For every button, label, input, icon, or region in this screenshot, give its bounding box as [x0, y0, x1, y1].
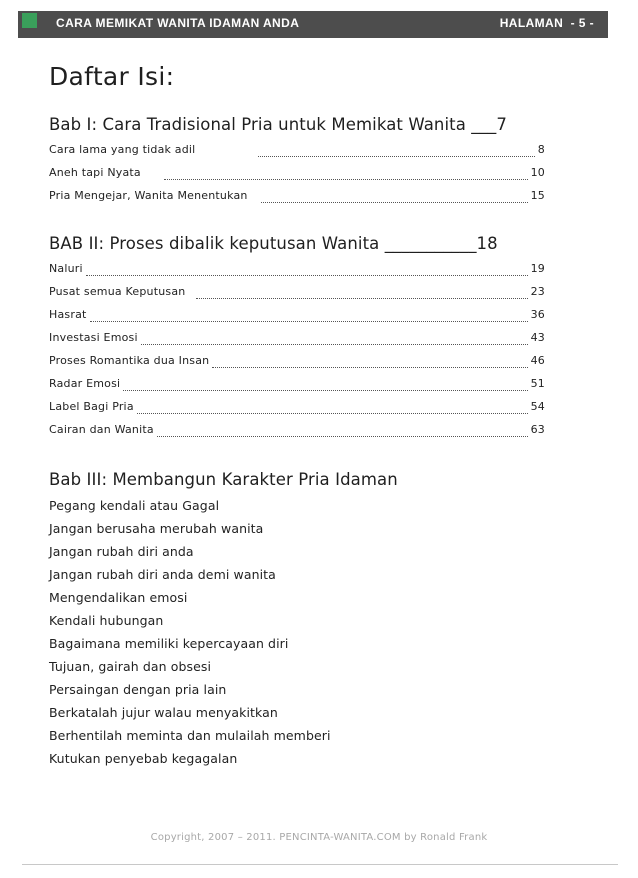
toc-leader-dots	[212, 359, 527, 368]
toc-entry[interactable]	[49, 331, 545, 351]
toc-leader-dots	[157, 428, 528, 437]
toc-leader-dots	[90, 313, 528, 322]
toc-entry-label: Cairan dan Wanita	[49, 423, 154, 436]
toc-entry-label: Cara lama yang tidak adil	[49, 143, 196, 156]
toc-item[interactable]: Tujuan, gairah dan obsesi	[49, 659, 212, 674]
toc-entry-label: Naluri	[49, 262, 83, 275]
toc-entry[interactable]	[49, 143, 545, 163]
toc-entry-label: Aneh tapi Nyata	[49, 166, 141, 179]
toc-item[interactable]: Jangan berusaha merubah wanita	[49, 521, 264, 536]
toc-leader-dots	[261, 194, 528, 203]
toc-entry-page: 43	[530, 331, 545, 344]
footer-copyright: Copyright, 2007 – 2011. PENCINTA-WANITA.COM by Ronald Frank	[150, 832, 488, 843]
toc-entry[interactable]	[49, 285, 545, 305]
toc-item[interactable]: Kutukan penyebab kegagalan	[49, 751, 238, 766]
chapter-3-title: Bab III: Membangun Karakter Pria Idaman	[49, 470, 398, 489]
toc-entry-page: 63	[530, 423, 545, 436]
toc-entry[interactable]	[49, 377, 545, 397]
toc-item[interactable]: Mengendalikan emosi	[49, 590, 188, 605]
chapter-1-title: Bab I: Cara Tradisional Pria untuk Memikat Wanita ___7	[49, 115, 507, 134]
toc-entry-page: 8	[537, 143, 545, 156]
toc-item[interactable]: Kendali hubungan	[49, 613, 164, 628]
toc-item[interactable]: Jangan rubah diri anda	[49, 544, 194, 559]
toc-entry-page: 15	[530, 189, 545, 202]
toc-title: Daftar Isi:	[49, 62, 175, 91]
chapter-2-title: BAB II: Proses dibalik keputusan Wanita ___________18	[49, 234, 498, 253]
toc-entry-page: 46	[530, 354, 545, 367]
toc-entry-page: 19	[530, 262, 545, 275]
toc-entry[interactable]	[49, 400, 545, 420]
toc-leader-dots	[141, 336, 528, 345]
toc-entry-page: 51	[530, 377, 545, 390]
toc-leader-dots	[196, 290, 527, 299]
toc-entry[interactable]	[49, 166, 545, 186]
toc-item[interactable]: Persaingan dengan pria lain	[49, 682, 227, 697]
header-page-number: HALAMAN - 5 -	[499, 16, 594, 30]
toc-entry-label: Pria Mengejar, Wanita Menentukan	[49, 189, 248, 202]
toc-leader-dots	[164, 171, 528, 180]
toc-leader-dots	[86, 267, 528, 276]
toc-entry-label: Label Bagi Pria	[49, 400, 134, 413]
toc-entry-page: 10	[530, 166, 545, 179]
toc-entry[interactable]	[49, 423, 545, 443]
toc-item[interactable]: Jangan rubah diri anda demi wanita	[49, 567, 276, 582]
toc-entry-label: Proses Romantika dua Insan	[49, 354, 210, 367]
toc-entry-page: 23	[530, 285, 545, 298]
header-title: CARA MEMIKAT WANITA IDAMAN ANDA	[56, 16, 300, 30]
toc-entry-label: Investasi Emosi	[49, 331, 138, 344]
toc-entry-page: 36	[530, 308, 545, 321]
toc-leader-dots	[258, 148, 534, 157]
toc-entry-page: 54	[530, 400, 545, 413]
header-square-icon	[22, 13, 37, 28]
toc-entry[interactable]	[49, 189, 545, 209]
toc-item[interactable]: Pegang kendali atau Gagal	[49, 498, 220, 513]
toc-item[interactable]: Berkatalah jujur walau menyakitkan	[49, 705, 278, 720]
footer-divider	[22, 864, 618, 865]
toc-item[interactable]: Berhentilah meminta dan mulailah memberi	[49, 728, 331, 743]
toc-entry[interactable]	[49, 308, 545, 328]
toc-entry-label: Pusat semua Keputusan	[49, 285, 186, 298]
toc-entry[interactable]	[49, 354, 545, 374]
toc-entry-label: Hasrat	[49, 308, 87, 321]
toc-item[interactable]: Bagaimana memiliki kepercayaan diri	[49, 636, 289, 651]
toc-entry-label: Radar Emosi	[49, 377, 121, 390]
page-header	[18, 11, 608, 38]
toc-leader-dots	[123, 382, 527, 391]
toc-entry[interactable]	[49, 262, 545, 282]
toc-leader-dots	[137, 405, 528, 414]
